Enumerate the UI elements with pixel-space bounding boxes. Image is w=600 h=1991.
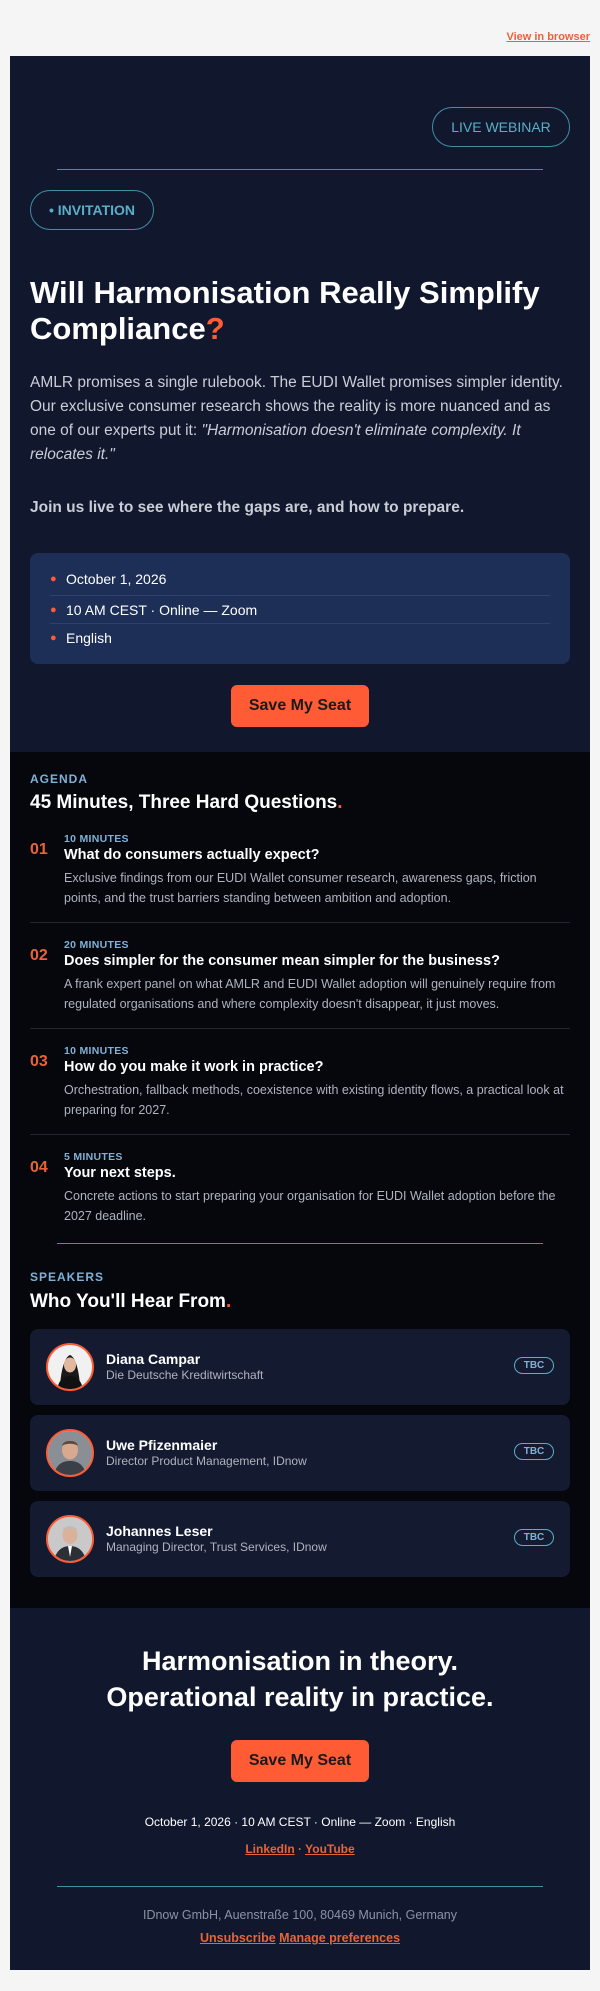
agenda-duration: 10 MINUTES bbox=[64, 833, 129, 845]
agenda-divider bbox=[30, 1028, 570, 1029]
company-address: IDnow GmbH, Auenstraße 100, 80469 Munich, Germany bbox=[142, 1908, 458, 1922]
agenda-title: 45 Minutes, Three Hard Questions. bbox=[30, 792, 343, 813]
speaker-card bbox=[30, 1415, 570, 1491]
link-separator: · bbox=[294, 1842, 306, 1856]
agenda-item bbox=[30, 939, 570, 1009]
agenda-speakers-section bbox=[10, 752, 590, 1608]
divider bbox=[57, 1243, 543, 1244]
speaker-name: Diana Campar bbox=[106, 1351, 201, 1367]
expert-quote: "Harmonisation doesn't eliminate complexity. It relocates it." bbox=[30, 422, 521, 463]
speaker-name: Johannes Leser bbox=[106, 1523, 213, 1539]
agenda-question: What do consumers actually expect? bbox=[64, 847, 320, 863]
footer-save-my-seat-button[interactable]: Save My Seat bbox=[231, 1740, 369, 1782]
footer-section bbox=[10, 1608, 590, 1970]
detail-time-location: ● 10 AM CEST · Online — Zoom bbox=[50, 601, 258, 618]
agenda-description: Exclusive findings from our EUDI Wallet consumer research, awareness gaps, friction points, and the trust barriers standing between ambition and adoption. bbox=[64, 871, 537, 905]
agenda-duration: 5 MINUTES bbox=[64, 1151, 123, 1163]
agenda-duration: 20 MINUTES bbox=[64, 939, 129, 951]
detail-language: ● English bbox=[50, 629, 112, 646]
agenda-divider bbox=[30, 1134, 570, 1135]
linkedin-link[interactable]: LinkedIn bbox=[245, 1842, 295, 1856]
avatar bbox=[46, 1515, 94, 1563]
invitation-badge: • INVITATION bbox=[30, 190, 154, 230]
agenda-description: A frank expert panel on what AMLR and EUDI Wallet adoption will genuinely require from regulated organisations and where complexity doesn't disappear, it just moves. bbox=[64, 977, 556, 1011]
live-webinar-badge: LIVE WEBINAR bbox=[432, 107, 570, 147]
agenda-item bbox=[30, 1151, 570, 1221]
agenda-divider bbox=[30, 922, 570, 923]
avatar bbox=[46, 1343, 94, 1391]
agenda-description: Orchestration, fallback methods, coexistence with existing identity flows, a practical look at preparing for 2027. bbox=[64, 1083, 564, 1117]
bullet-icon: ● bbox=[50, 572, 57, 585]
hero-section bbox=[10, 56, 590, 752]
hero-intro: AMLR promises a single rulebook. The EUDI Wallet promises simpler identity. Our exclusive consumer research shows the reality is more nuanced and as one of our experts put it: "Harmonisation doesn't eliminate complexity. It relocates it." bbox=[30, 374, 563, 463]
avatar bbox=[46, 1429, 94, 1477]
agenda-number: 02 bbox=[30, 947, 48, 964]
view-in-browser-link[interactable]: View in browser bbox=[506, 31, 590, 43]
tbc-badge: TBC bbox=[514, 1443, 554, 1460]
youtube-link[interactable]: YouTube bbox=[305, 1842, 355, 1856]
speaker-card bbox=[30, 1501, 570, 1577]
tbc-badge: TBC bbox=[514, 1529, 554, 1546]
agenda-description: Concrete actions to start preparing your organisation for EUDI Wallet adoption before the 2027 deadline. bbox=[64, 1189, 556, 1223]
speakers-eyebrow: SPEAKERS bbox=[30, 1270, 105, 1284]
speaker-card bbox=[30, 1329, 570, 1405]
agenda-number: 01 bbox=[30, 841, 48, 858]
agenda-eyebrow: AGENDA bbox=[30, 772, 89, 786]
speaker-role: Die Deutsche Kreditwirtschaft bbox=[106, 1368, 264, 1382]
agenda-question: Your next steps. bbox=[64, 1165, 176, 1181]
tbc-badge: TBC bbox=[514, 1357, 554, 1374]
event-details-box bbox=[30, 553, 570, 664]
speaker-role: Managing Director, Trust Services, IDnow bbox=[106, 1540, 327, 1554]
agenda-number: 04 bbox=[30, 1159, 48, 1176]
bullet-icon: ● bbox=[50, 631, 57, 644]
divider bbox=[57, 1886, 543, 1887]
hero-cta-line: Join us live to see where the gaps are, and how to prepare. bbox=[30, 499, 465, 516]
save-my-seat-button[interactable]: Save My Seat bbox=[231, 685, 369, 727]
email-preferences bbox=[10, 1931, 590, 1945]
speaker-role: Director Product Management, IDnow bbox=[106, 1454, 307, 1468]
footer-title: Harmonisation in theory. Operational reality in practice. bbox=[106, 1646, 494, 1712]
unsubscribe-link[interactable]: Unsubscribe bbox=[199, 1931, 276, 1945]
detail-date: ● October 1, 2026 bbox=[50, 570, 167, 587]
agenda-number: 03 bbox=[30, 1053, 48, 1070]
title-question-mark: ? bbox=[205, 311, 225, 346]
divider bbox=[57, 169, 543, 170]
agenda-question: How do you make it work in practice? bbox=[64, 1059, 324, 1075]
speaker-name: Uwe Pfizenmaier bbox=[106, 1437, 218, 1453]
manage-preferences-link[interactable]: Manage preferences bbox=[279, 1931, 401, 1945]
agenda-question: Does simpler for the consumer mean simpler for the business? bbox=[64, 953, 500, 969]
hero-title: Will Harmonisation Really Simplify Compliance? bbox=[30, 275, 540, 346]
agenda-item bbox=[30, 833, 570, 903]
agenda-duration: 10 MINUTES bbox=[64, 1045, 129, 1057]
social-links bbox=[10, 1842, 590, 1856]
footer-event-line: October 1, 2026 · 10 AM CEST · Online — Zoom · English bbox=[144, 1815, 456, 1829]
top-bar bbox=[0, 0, 600, 56]
agenda-item bbox=[30, 1045, 570, 1115]
speakers-title: Who You'll Hear From. bbox=[30, 1291, 232, 1312]
bullet-icon: ● bbox=[50, 603, 57, 616]
